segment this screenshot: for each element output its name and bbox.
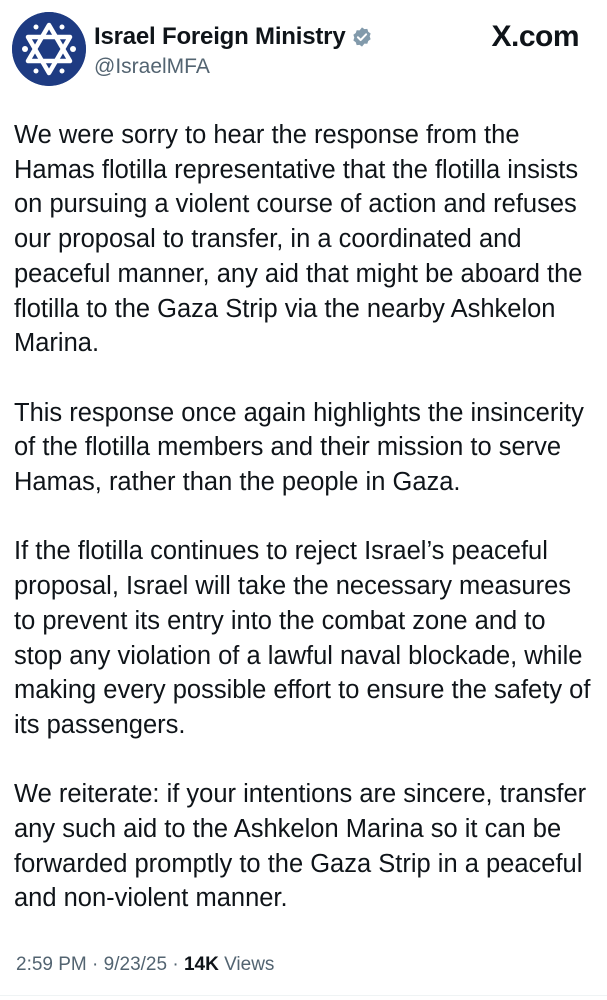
post-paragraph: If the flotilla continues to reject Israel’s peaceful proposal, Israel will take the necessary measures to prevent its entry into the combat zone and to stop any violation of a lawful naval blockade, while making every possible effort to ensure the safety of its passengers. (14, 537, 591, 739)
post-paragraph: This response once again highlights the insincerity of the flotilla members and their mission to serve Hamas, rather than the people in Gaza. (14, 398, 584, 497)
views-label: Views (224, 954, 275, 975)
verified-badge-icon (351, 26, 373, 48)
author-display-name[interactable]: Israel Foreign Ministry (94, 23, 346, 50)
post-date[interactable]: 9/23/25 (103, 954, 168, 975)
post-header (0, 0, 607, 100)
post-body (14, 118, 599, 916)
divider (0, 995, 607, 996)
meta-separator: · (86, 954, 104, 975)
views-count: 14K (183, 954, 219, 975)
post-paragraph: We reiterate: if your intentions are sincere, transfer any such aid to the Ashkelon Marina so it can be forwarded promptly to the Gaza Strip in a peaceful and non-violent manner. (14, 780, 587, 913)
site-label: X.com (491, 20, 579, 53)
post-time[interactable]: 2:59 PM (16, 954, 87, 975)
meta-separator: · (167, 954, 184, 975)
star-of-david-emblem-icon (12, 12, 86, 86)
author-name-row[interactable] (94, 22, 373, 52)
post-metadata (16, 954, 274, 976)
post-paragraph: We were sorry to hear the response from the Hamas flotilla representative that the flotilla insists on pursuing a violent course of action and refuses our proposal to transfer, in a coordinated and peaceful manner, any aid that might be aboard the flotilla to the Gaza Strip via the nearby Ashkelon Marina. (14, 121, 583, 358)
author-handle[interactable]: @IsraelMFA (94, 55, 210, 78)
avatar[interactable] (12, 12, 86, 86)
